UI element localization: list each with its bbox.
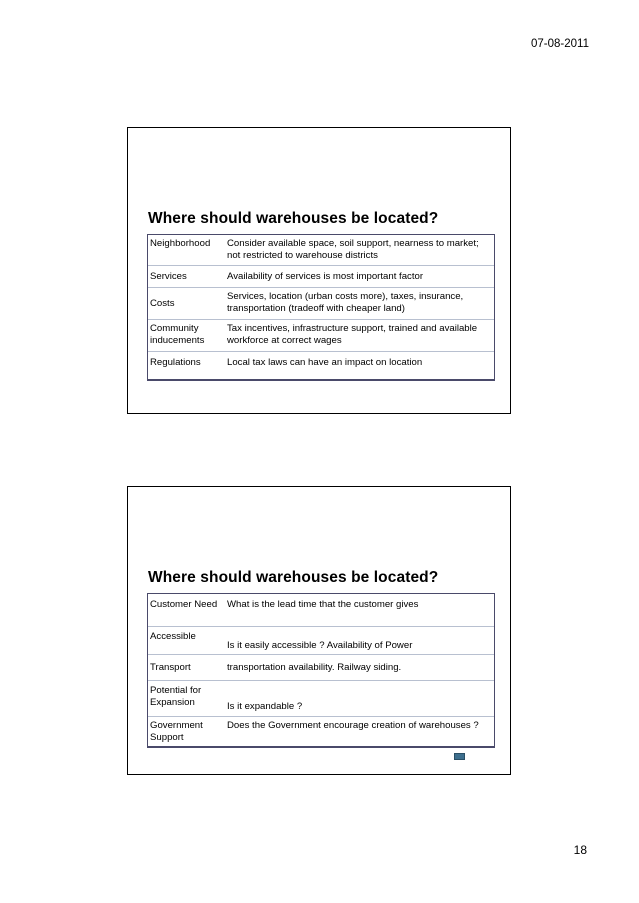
factor-cell: Community inducements [150,323,205,346]
factor-cell: Potential for Expansion [150,685,202,708]
description-cell: Local tax laws can have an impact on location [227,357,423,368]
description-cell: Is it expandable ? [227,701,303,712]
table-row [148,351,494,379]
table-row [148,235,494,265]
description-cell: Tax incentives, infrastructure support, trained and available workforce at correct wages [227,323,478,346]
page-number: 18 [573,843,587,857]
table-row [148,319,494,351]
table-row [148,680,494,716]
table-row [148,594,494,626]
factor-cell: Neighborhood [150,238,211,249]
table-row [148,716,494,746]
factor-cell: Customer Need [150,599,218,610]
factor-cell: Accessible [150,631,196,642]
factor-cell: Costs [150,298,175,309]
factor-cell: Transport [150,662,191,673]
slide-1-table [147,234,495,381]
factor-cell: Government Support [150,720,203,743]
slide-2-title: Where should warehouses be located? [148,569,439,586]
slide-2-table [147,593,495,748]
slide-1 [127,127,511,414]
description-cell: Does the Government encourage creation of warehouses ? [227,720,479,731]
factor-cell: Regulations [150,357,201,368]
table-row [148,626,494,654]
slide-marker-icon [454,753,465,760]
table-row [148,287,494,319]
header-date: 07-08-2011 [531,38,589,50]
description-cell: What is the lead time that the customer gives [227,599,419,610]
description-cell: Is it easily accessible ? Availability of Power [227,640,413,651]
description-cell: Availability of services is most important factor [227,271,424,282]
table-row [148,654,494,680]
slide-2 [127,486,511,775]
description-cell: Services, location (urban costs more), taxes, insurance, transportation (tradeoff with cheaper land) [227,291,464,314]
factor-cell: Services [150,271,187,282]
description-cell: Consider available space, soil support, nearness to market; not restricted to warehouse districts [227,238,479,261]
description-cell: transportation availability. Railway siding. [227,662,402,673]
table-row [148,265,494,287]
slide-1-title: Where should warehouses be located? [148,210,439,227]
